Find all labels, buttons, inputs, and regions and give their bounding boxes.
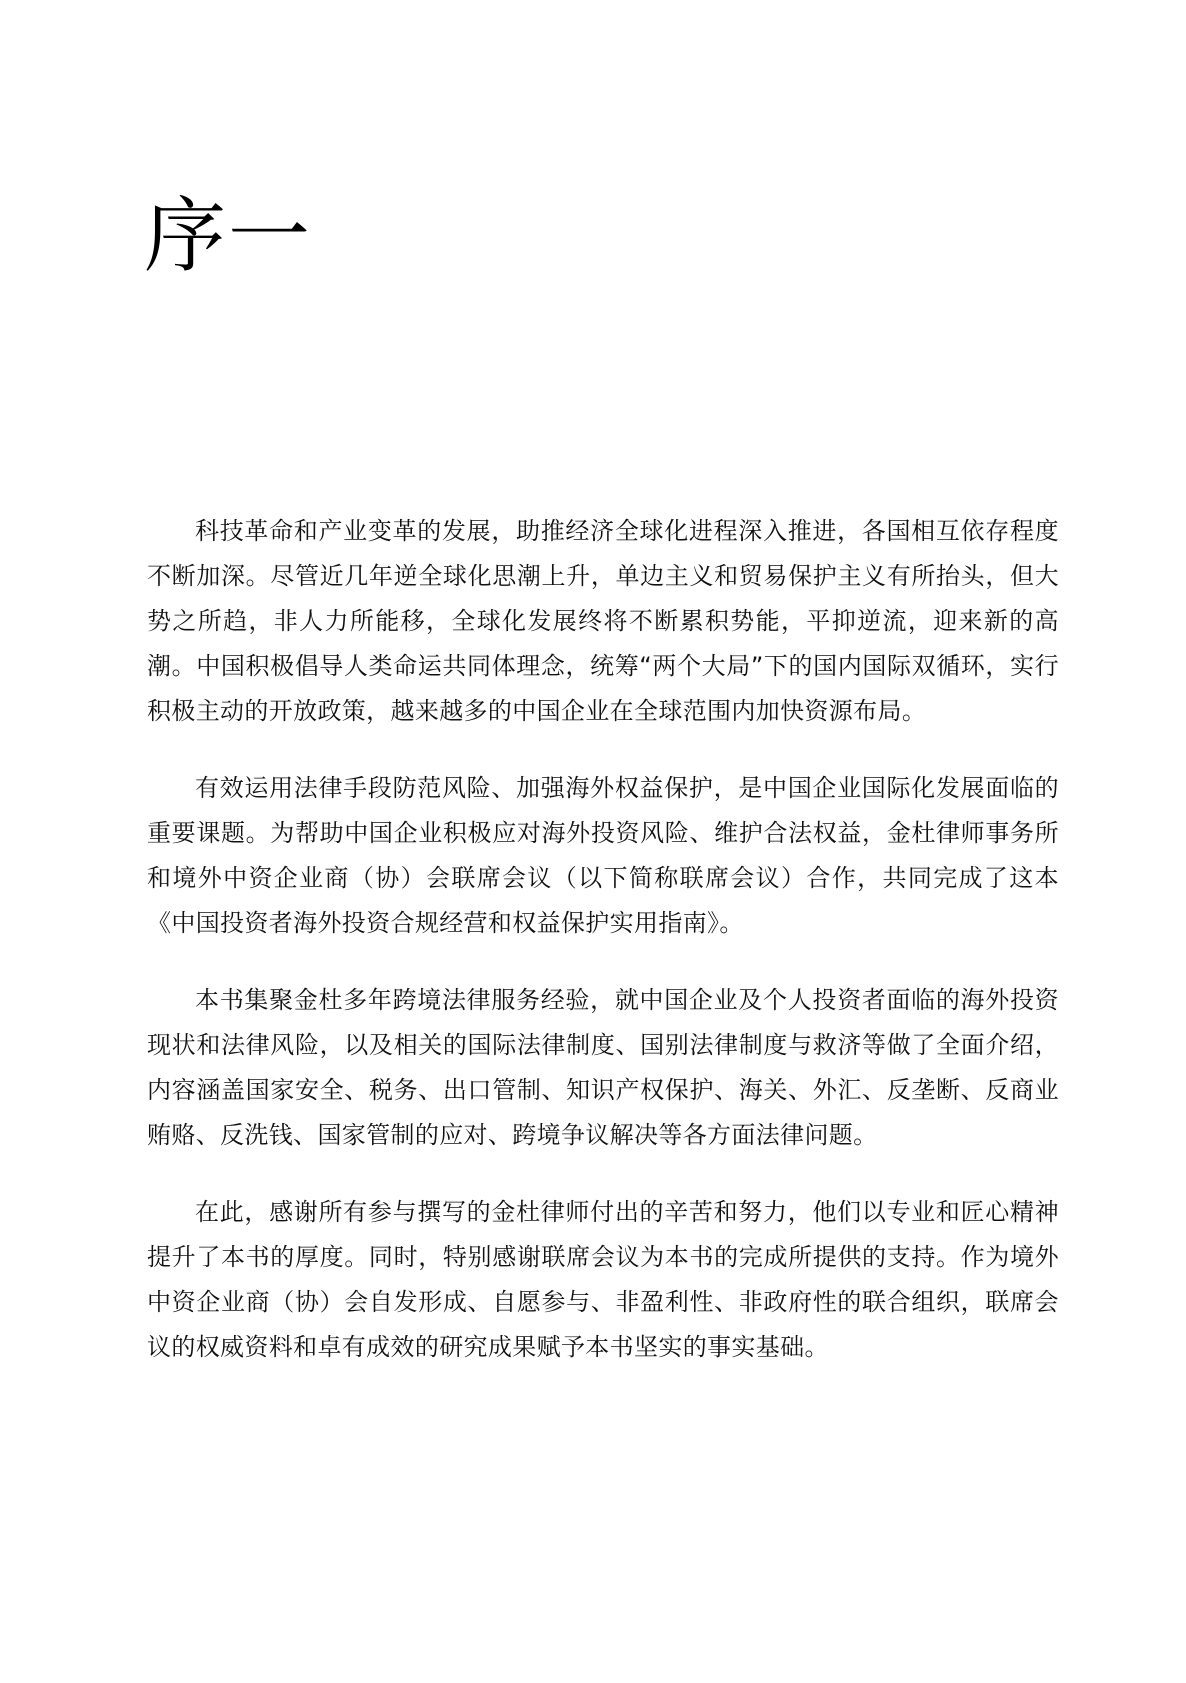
paragraph-4: 在此，感谢所有参与撰写的金杜律师付出的辛苦和努力，他们以专业和匠心精神提升了本书的厚度。同时，特别感谢联席会议为本书的完成所提供的支持。作为境外中资企业商（协）会自发形成、自愿参与、非盈利性、非政府性的联合组织，联席会议的权威资料和卓有成效的研究成果赋予本书坚实的事实基础。	[147, 1198, 1059, 1361]
page-title: 序一	[144, 189, 313, 284]
paragraph-1: 科技革命和产业变革的发展，助推经济全球化进程深入推进，各国相互依存程度不断加深。尽管近几年逆全球化思潮上升，单边主义和贸易保护主义有所抬头，但大势之所趋，非人力所能移，全球化发展终将不断累积势能，平抑逆流，迎来新的高潮。中国积极倡导人类命运共同体理念，统筹“两个大局”下的国内国际双循环，实行积极主动的开放政策，越来越多的中国企业在全球范围内加快资源布局。	[147, 517, 1059, 725]
document-body	[147, 509, 1059, 1402]
paragraph-3: 本书集聚金杜多年跨境法律服务经验，就中国企业及个人投资者面临的海外投资现状和法律风险，以及相关的国际法律制度、国别法律制度与救济等做了全面介绍，内容涵盖国家安全、税务、出口管制、知识产权保护、海关、外汇、反垄断、反商业贿赂、反洗钱、国家管制的应对、跨境争议解决等各方面法律问题。	[147, 986, 1059, 1149]
paragraph-2: 有效运用法律手段防范风险、加强海外权益保护，是中国企业国际化发展面临的重要课题。为帮助中国企业积极应对海外投资风险、维护合法权益，金杜律师事务所和境外中资企业商（协）会联席会议（以下简称联席会议）合作，共同完成了这本《中国投资者海外投资合规经营和权益保护实用指南》。	[147, 774, 1059, 937]
